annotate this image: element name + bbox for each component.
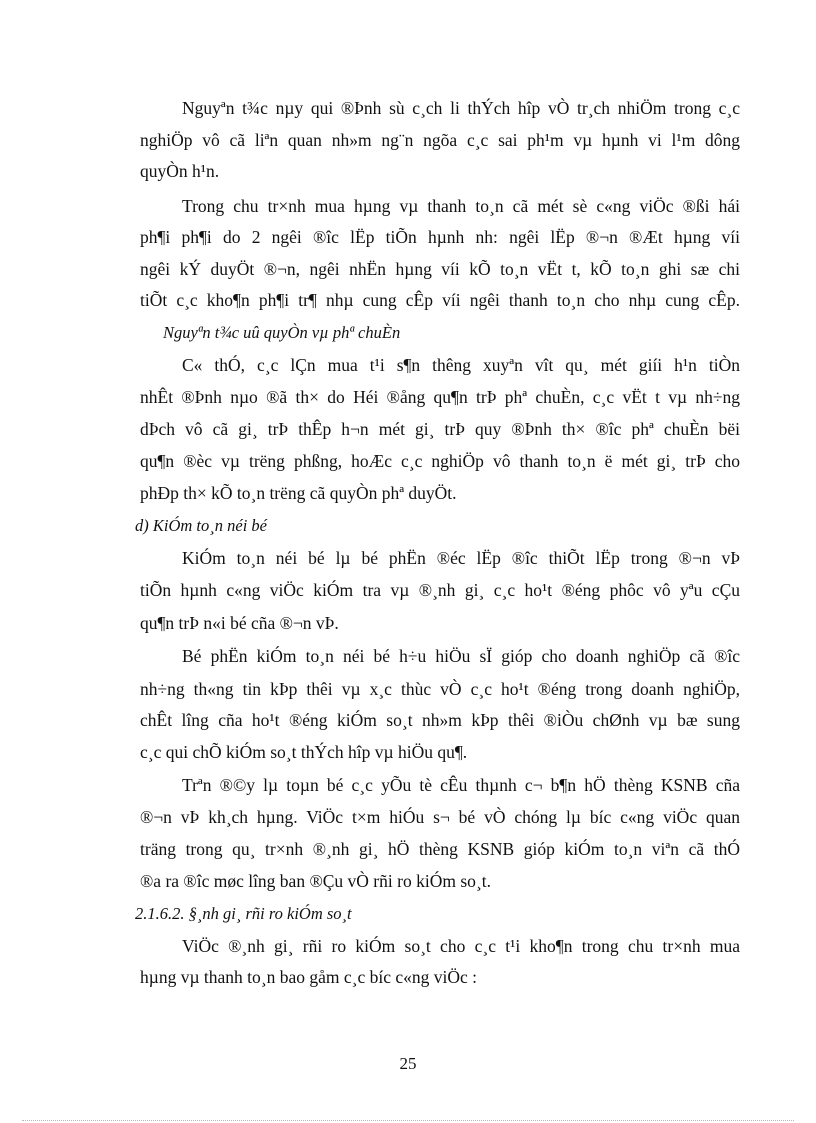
section-heading: d) KiÓm to¸n néi bé bbox=[135, 516, 267, 535]
body-line: dÞch vô cã gi¸ trÞ thÊp h¬n mét gi¸ trÞ quy ®Þnh th× ®îc phª chuÈn bëi bbox=[140, 419, 740, 439]
body-line: träng trong qu¸ tr×nh ®¸nh gi¸ hÖ thèng KSNB gióp kiÓm to¸n viªn cã thÓ bbox=[140, 839, 740, 859]
body-line: KiÓm to¸n néi bé lµ bé phËn ®éc lËp ®îc thiÕt lËp trong ®¬n vÞ bbox=[182, 548, 740, 568]
body-line: hµng vµ thanh to¸n bao gåm c¸c bíc c«ng viÖc : bbox=[140, 967, 478, 987]
body-line: ngêi kÝ duyÖt ®¬n, ngêi nhËn hµng víi kÕ to¸n vËt t, kÕ to¸n ghi sæ chi bbox=[140, 259, 740, 279]
body-line: qu¶n trÞ n«i bé cña ®¬n vÞ. bbox=[140, 613, 339, 633]
body-line: Bé phËn kiÓm to¸n néi bé h÷u hiÖu sÏ gióp cho doanh nghiÖp cã ®îc bbox=[182, 646, 740, 666]
body-line: c¸c qui chÕ kiÓm so¸t thÝch hîp vµ hiÖu qu¶. bbox=[140, 742, 468, 762]
body-line: ®a ra ®îc møc lîng ban ®Çu vÒ rñi ro kiÓm so¸t. bbox=[140, 871, 491, 891]
body-line: phÐp th× kÕ to¸n trëng cã quyÒn phª duyÖt. bbox=[140, 483, 457, 503]
body-line: chÊt lîng cña ho¹t ®éng kiÓm so¸t nh»m kÞp thêi ®iÒu chØnh vµ bæ sung bbox=[140, 710, 740, 730]
body-line: ViÖc ®¸nh gi¸ rñi ro kiÓm so¸t cho c¸c t¹i kho¶n trong chu tr×nh mua bbox=[182, 936, 740, 956]
body-line: Nguyªn t¾c nµy qui ®Þnh sù c¸ch li thÝch hîp vÒ tr¸ch nhiÖm trong c¸c bbox=[182, 98, 740, 118]
body-line: ®¬n vÞ kh¸ch hµng. ViÖc t×m hiÓu s¬ bé vÒ chóng lµ bíc c«ng viÖc quan bbox=[140, 807, 740, 827]
body-line: nh÷ng th«ng tin kÞp thêi vµ x¸c thùc vÒ c¸c ho¹t ®éng trong doanh nghiÖp, bbox=[140, 679, 740, 699]
body-line: Trong chu tr×nh mua hµng vµ thanh to¸n cã mét sè c«ng viÖc ®ßi hái bbox=[182, 196, 740, 216]
section-heading: Nguyªn t¾c uû quyÒn vµ phª chuÈn bbox=[163, 323, 401, 342]
body-line: tiÕt c¸c kho¶n ph¶i tr¶ nhµ cung cÊp víi ngêi thanh to¸n cho nhµ cung cÊp. bbox=[140, 290, 740, 310]
body-line: qu¶n ®èc vµ trëng phßng, hoÆc c¸c nghiÖp vô thanh to¸n ë mét gi¸ trÞ cho bbox=[140, 451, 740, 471]
body-line: Trªn ®©y lµ toµn bé c¸c yÕu tè cÊu thµnh c¬ b¶n hÖ thèng KSNB cña bbox=[182, 775, 740, 795]
body-line: C« thÓ, c¸c lÇn mua t¹i s¶n thêng xuyªn vît qu¸ mét giíi h¹n tiÒn bbox=[182, 355, 740, 375]
page-number: 25 bbox=[399, 1054, 417, 1073]
body-line: tiÕn hµnh c«ng viÖc kiÓm tra vµ ®¸nh gi¸ c¸c ho¹t ®éng phôc vô yªu cÇu bbox=[140, 580, 740, 600]
body-line: nhÊt ®Þnh nµo ®ã th× do Héi ®ång qu¶n trÞ phª chuÈn, c¸c vËt t vµ nh÷ng bbox=[140, 387, 740, 407]
body-line: ph¶i ph¶i do 2 ngêi ®îc lËp tiÕn hµnh nh: ngêi lËp ®¬n ®Æt hµng víi bbox=[140, 227, 740, 247]
body-line: nghiÖp vô cã liªn quan nh»m ng¨n ngõa c¸c sai ph¹m vµ hµnh vi l¹m dông bbox=[140, 130, 740, 150]
page-bottom-divider bbox=[22, 1120, 794, 1121]
body-line: quyÒn h¹n. bbox=[140, 161, 220, 181]
section-heading: 2.1.6.2. §¸nh gi¸ rñi ro kiÓm so¸t bbox=[135, 904, 352, 923]
